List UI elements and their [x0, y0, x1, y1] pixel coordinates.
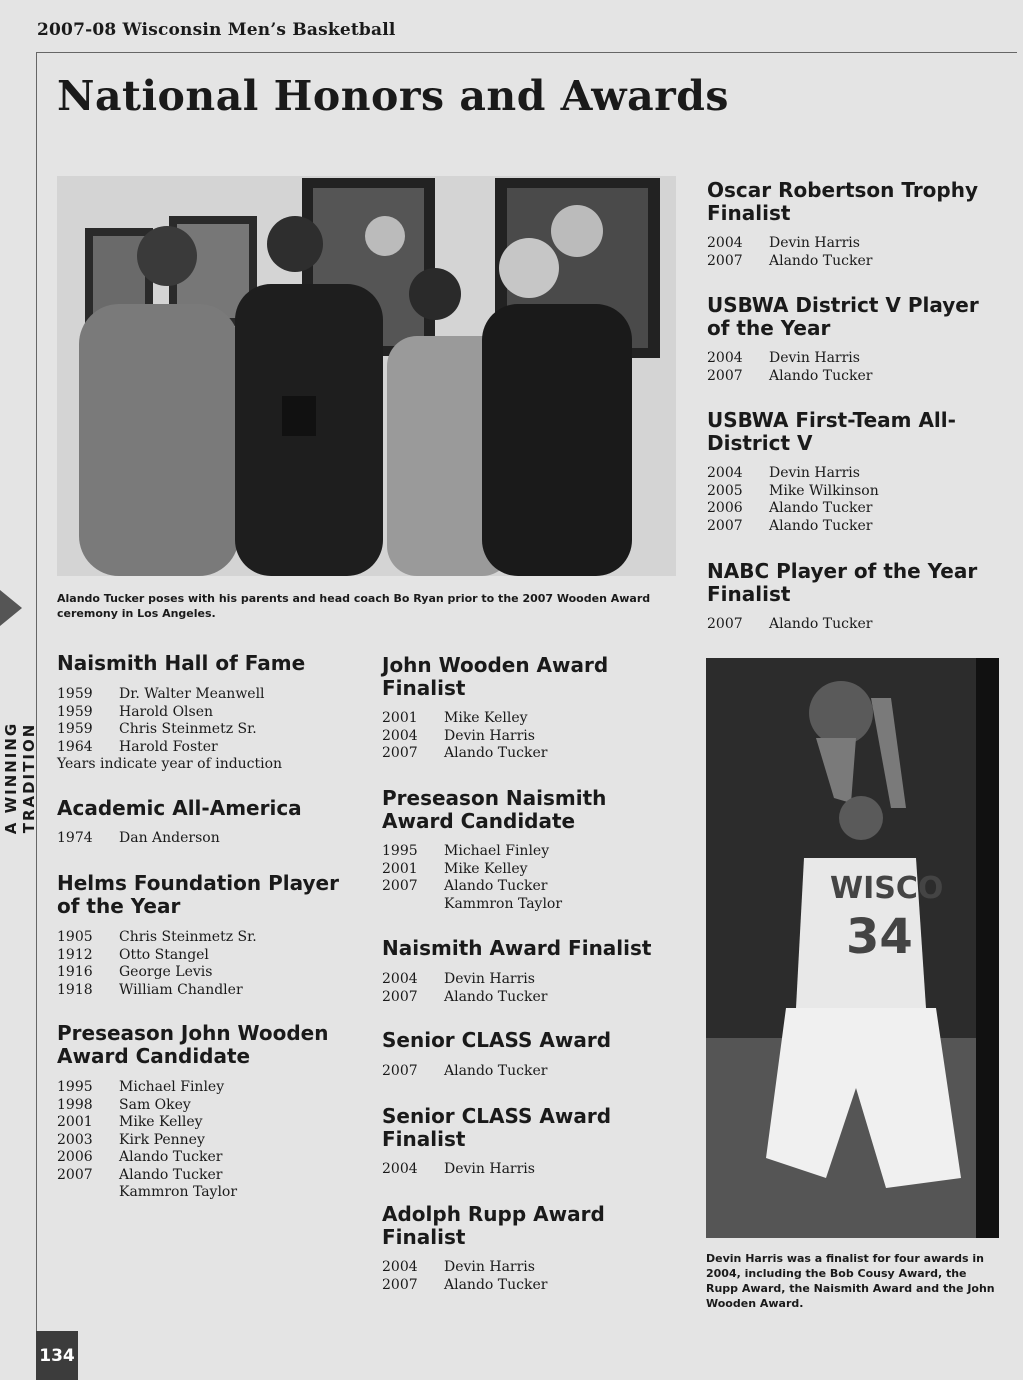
list-item: 1995 Michael Finley	[382, 843, 550, 859]
player-photo	[706, 658, 999, 1238]
list-item: 2004 Devin Harris	[707, 235, 860, 251]
honors-list	[57, 686, 347, 774]
honors-list	[57, 830, 347, 848]
honors-list	[382, 1161, 672, 1179]
list-item: 2007 Alando Tucker	[57, 1166, 223, 1183]
list-item: 2004 Devin Harris	[707, 350, 860, 366]
list-item: 2007 Alando Tucker	[382, 988, 548, 1005]
honors-list	[382, 1063, 672, 1081]
list-item: 2007 Alando Tucker	[707, 367, 873, 384]
list-note: Years indicate year of induction	[57, 756, 283, 772]
honors-list	[57, 1079, 347, 1202]
list-item: Kammron Taylor	[444, 895, 563, 912]
list-item: Kammron Taylor	[119, 1184, 238, 1200]
honors-list	[382, 843, 672, 913]
jersey-text: WISCO	[830, 871, 944, 906]
list-item: 2007 Alando Tucker	[707, 616, 873, 632]
jersey-number: 34	[846, 909, 913, 965]
list-item: 2007 Alando Tucker	[707, 252, 873, 269]
list-item: 2001 Mike Kelley	[382, 860, 528, 877]
honors-list	[57, 929, 347, 999]
list-item: 1905 Chris Steinmetz Sr.	[57, 929, 257, 945]
section-title: Preseason John Wooden Award Candidate	[57, 1021, 329, 1068]
page-title: National Honors and Awards	[57, 72, 730, 120]
list-item: 2007 Alando Tucker	[382, 878, 548, 894]
list-item: 2004 Devin Harris	[382, 971, 535, 987]
honors-list	[707, 465, 997, 535]
list-item: 2004 Devin Harris	[382, 727, 535, 744]
section-title: Naismith Award Finalist	[382, 936, 652, 960]
list-item: 1918 William Chandler	[57, 981, 243, 998]
side-tab-marker	[0, 590, 22, 626]
page-number: 134	[36, 1331, 78, 1380]
list-item: 2003 Kirk Penney	[57, 1131, 205, 1148]
list-item: 1998 Sam Okey	[57, 1096, 191, 1113]
honors-list	[707, 616, 997, 634]
section-title: USBWA District V Player of the Year	[707, 293, 979, 340]
section-title: John Wooden Award Finalist	[382, 653, 609, 700]
list-item: 1959 Dr. Walter Meanwell	[57, 686, 265, 702]
section-title: USBWA First-Team All-District V	[707, 408, 956, 455]
list-item: 2006 Alando Tucker	[57, 1149, 223, 1165]
list-item: 2004 Devin Harris	[382, 1259, 535, 1275]
list-item: 2005 Mike Wilkinson	[707, 482, 879, 499]
list-item: 2004 Devin Harris	[382, 1161, 535, 1177]
list-item: 1916 George Levis	[57, 964, 213, 980]
running-header: 2007-08 Wisconsin Men’s Basketball	[37, 20, 396, 40]
section-title: Helms Foundation Player of the Year	[57, 871, 339, 918]
list-item: 2007 Alando Tucker	[382, 1063, 548, 1079]
list-item: 2007 Alando Tucker	[382, 1276, 548, 1293]
list-item: 1964 Harold Foster	[57, 738, 218, 755]
list-item: 2001 Mike Kelley	[382, 710, 528, 726]
section-title: Preseason Naismith Award Candidate	[382, 786, 607, 833]
section-title: Oscar Robertson Trophy Finalist	[707, 178, 979, 225]
list-item: 2007 Alando Tucker	[707, 517, 873, 534]
honors-list	[382, 971, 672, 1006]
list-item: 2007 Alando Tucker	[382, 745, 548, 761]
section-title: NABC Player of the Year Finalist	[707, 559, 978, 606]
honors-list	[382, 1259, 672, 1294]
list-item: 1959 Chris Steinmetz Sr.	[57, 721, 257, 737]
list-item: 1912 Otto Stangel	[57, 946, 209, 963]
list-item: 2006 Alando Tucker	[707, 500, 873, 516]
list-item: 1959 Harold Olsen	[57, 703, 214, 720]
photo-caption: Devin Harris was a finalist for four awards in 2004, including the Bob Cousy Award, the Rupp Award, the Naismith Award and the John Wooden Award.	[706, 1252, 995, 1310]
photo-caption: Alando Tucker poses with his parents and head coach Bo Ryan prior to the 2007 Wooden Award ceremony in Los Angeles.	[57, 592, 651, 620]
honors-list	[382, 710, 672, 763]
list-item: 2001 Mike Kelley	[57, 1114, 203, 1130]
section-title: Senior CLASS Award Finalist	[382, 1104, 612, 1151]
section-title: Academic All-America	[57, 796, 302, 820]
honors-list	[707, 235, 997, 270]
section-title: Adolph Rupp Award Finalist	[382, 1202, 605, 1249]
group-photo	[57, 176, 676, 576]
section-title: Senior CLASS Award	[382, 1028, 612, 1052]
list-item: 1995 Michael Finley	[57, 1079, 225, 1095]
section-title: Naismith Hall of Fame	[57, 651, 306, 675]
list-item: 1974 Dan Anderson	[57, 830, 220, 846]
list-item: 2004 Devin Harris	[707, 465, 860, 481]
side-section-label: A WINNING TRADITION	[2, 721, 38, 835]
honors-list	[707, 350, 997, 385]
